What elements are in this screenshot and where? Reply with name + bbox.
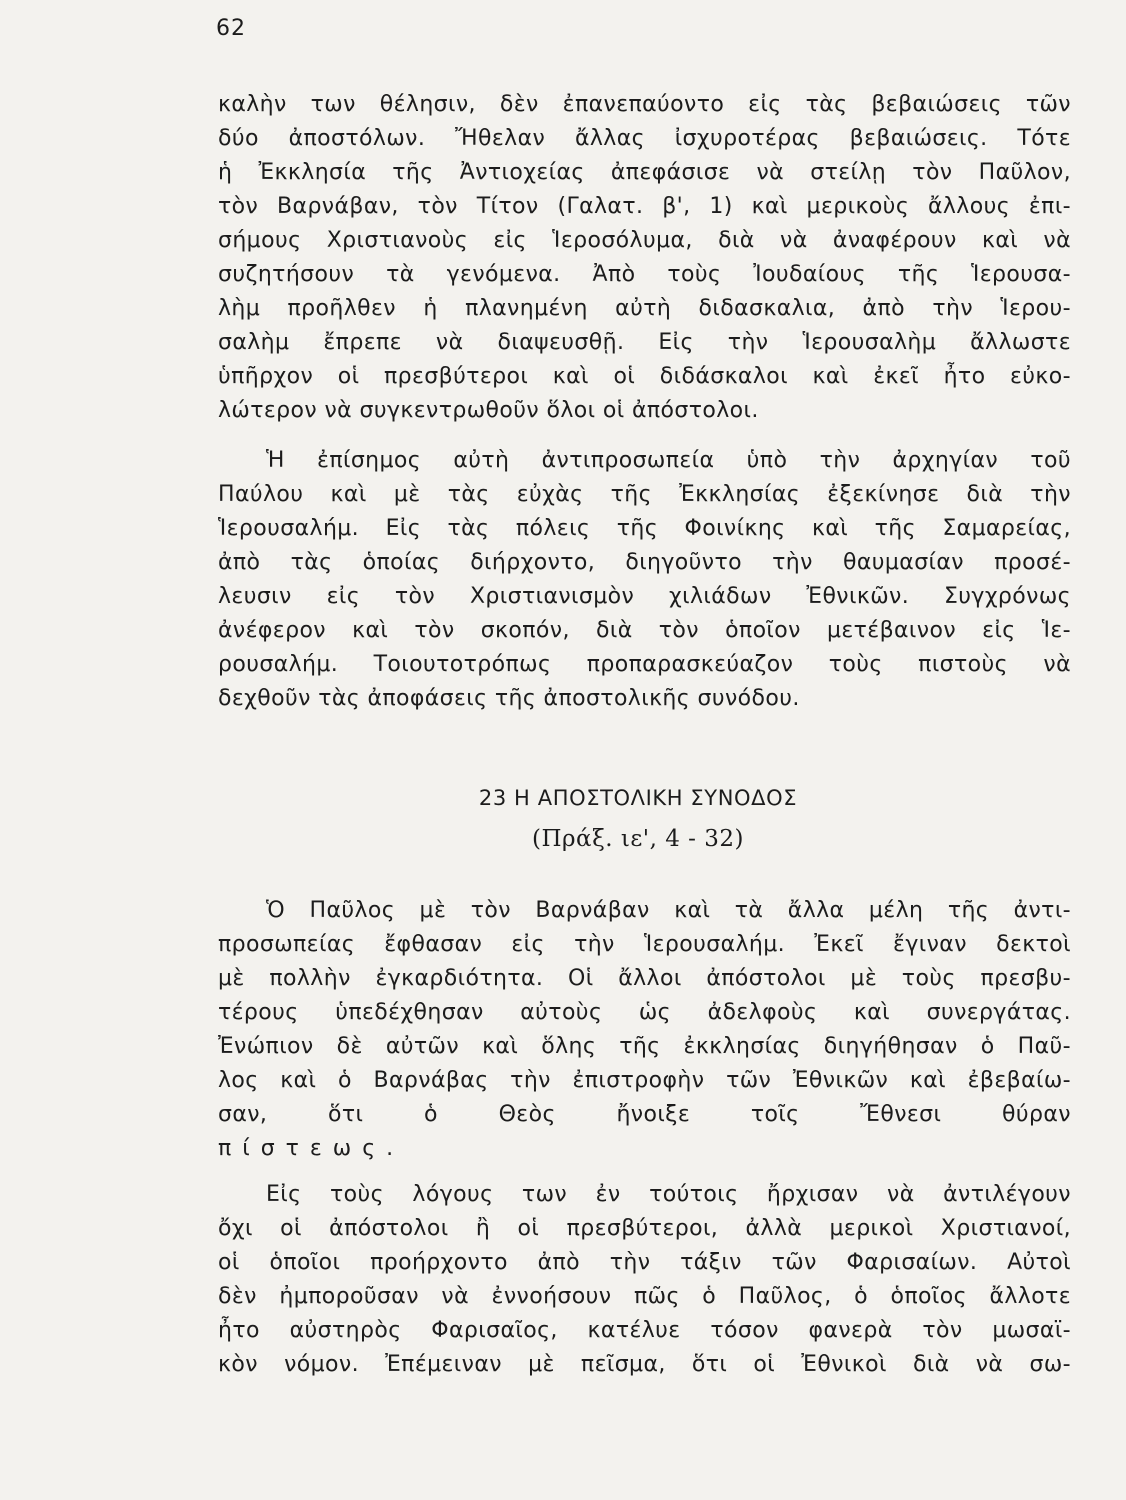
text-line: λώτερον νὰ συγκεντρωθοῦν ὅλοι οἱ ἀπόστολοι. bbox=[218, 398, 759, 423]
paragraph-3 bbox=[218, 894, 1071, 1166]
text-line: τὸν Βαρνάβαν, τὸν Τίτον (Γαλατ. β', 1) καὶ μερικοὺς ἄλλους ἐπι- bbox=[218, 194, 1071, 219]
paragraph-1 bbox=[218, 88, 1071, 428]
text-line: ρουσαλήμ. Τοιουτοτρόπως προπαρασκεύαζον τοὺς πιστοὺς νὰ bbox=[218, 652, 1071, 677]
text-line: σήμους Χριστιανοὺς εἰς Ἱεροσόλυμα, διὰ νὰ ἀναφέρουν καὶ νὰ bbox=[218, 228, 1071, 253]
text-line: ἀνέφερον καὶ τὸν σκοπόν, διὰ τὸν ὁποῖον μετέβαινον εἰς Ἱε- bbox=[218, 618, 1071, 643]
text-line: Παύλου καὶ μὲ τὰς εὐχὰς τῆς Ἐκκλησίας ἐξεκίνησε διὰ τὴν bbox=[218, 482, 1071, 507]
text-line: Ἡ ἐπίσημος αὐτὴ ἀντιπροσωπεία ὑπὸ τὴν ἀρχηγίαν τοῦ bbox=[266, 448, 1071, 473]
text-line: Ἱερουσαλήμ. Εἰς τὰς πόλεις τῆς Φοινίκης καὶ τῆς Σαμαρείας, bbox=[218, 516, 1071, 541]
text-line: τέρους ὑπεδέχθησαν αὐτοὺς ὡς ἀδελφοὺς καὶ συνεργάτας. bbox=[218, 1000, 1071, 1025]
text-line: λος καὶ ὁ Βαρνάβας τὴν ἐπιστροφὴν τῶν Ἐθνικῶν καὶ ἐβεβαίω- bbox=[218, 1068, 1071, 1093]
text-line: κὸν νόμον. Ἐπέμειναν μὲ πεῖσμα, ὅτι οἱ Ἐθνικοὶ διὰ νὰ σω- bbox=[218, 1352, 1071, 1377]
section-heading: 23 Η ΑΠΟΣΤΟΛΙΚΗ ΣΥΝΟΔΟΣ bbox=[478, 786, 798, 810]
section-reference: (Πράξ. ιε', 4 - 32) bbox=[531, 826, 745, 852]
text-line: σαλὴμ ἔπρεπε νὰ διαψευσθῇ. Εἰς τὴν Ἱερουσαλὴμ ἄλλωστε bbox=[218, 330, 1071, 355]
text-line: Ἐνώπιον δὲ αὐτῶν καὶ ὅλης τῆς ἐκκλησίας διηγήθησαν ὁ Παῦ- bbox=[218, 1034, 1071, 1059]
text-line: συζητήσουν τὰ γενόμενα. Ἀπὸ τοὺς Ἰουδαίους τῆς Ἱερουσα- bbox=[218, 262, 1071, 287]
text-line: Ὁ Παῦλος μὲ τὸν Βαρνάβαν καὶ τὰ ἄλλα μέλη τῆς ἀντι- bbox=[266, 898, 1071, 923]
text-line: σαν, ὅτι ὁ Θεὸς ἤνοιξε τοῖς Ἔθνεσι θύραν bbox=[218, 1102, 1071, 1127]
text-line: προσωπείας ἔφθασαν εἰς τὴν Ἱερουσαλήμ. Ἐκεῖ ἔγιναν δεκτοὶ bbox=[218, 932, 1071, 957]
text-line: μὲ πολλὴν ἐγκαρδιότητα. Οἱ ἄλλοι ἀπόστολοι μὲ τοὺς πρεσβυ- bbox=[218, 966, 1071, 991]
text-line: οἱ ὁποῖοι προήρχοντο ἀπὸ τὴν τάξιν τῶν Φαρισαίων. Αὐτοὶ bbox=[218, 1250, 1071, 1275]
text-line: πίστεως. bbox=[218, 1136, 405, 1161]
text-line: δύο ἀποστόλων. Ἤθελαν ἄλλας ἰσχυροτέρας βεβαιώσεις. Τότε bbox=[218, 126, 1071, 151]
text-line: Εἰς τοὺς λόγους των ἐν τούτοις ἤρχισαν νὰ ἀντιλέγουν bbox=[266, 1182, 1071, 1207]
text-line: ὑπῆρχον οἱ πρεσβύτεροι καὶ οἱ διδάσκαλοι καὶ ἐκεῖ ἦτο εὐκο- bbox=[218, 364, 1071, 389]
text-line: ὄχι οἱ ἀπόστολοι ἢ οἱ πρεσβύτεροι, ἀλλὰ μερικοὶ Χριστιανοί, bbox=[218, 1216, 1071, 1241]
paragraph-4 bbox=[218, 1178, 1071, 1382]
text-line: λὴμ προῆλθεν ἡ πλανημένη αὐτὴ διδασκαλια, ἀπὸ τὴν Ἱερου- bbox=[218, 296, 1071, 321]
text-line: ἀπὸ τὰς ὁποίας διήρχοντο, διηγοῦντο τὴν θαυμασίαν προσέ- bbox=[218, 550, 1071, 575]
text-line: δεχθοῦν τὰς ἀποφάσεις τῆς ἀποστολικῆς συνόδου. bbox=[218, 686, 800, 711]
text-line: καλὴν των θέλησιν, δὲν ἐπανεπαύοντο εἰς τὰς βεβαιώσεις τῶν bbox=[218, 92, 1071, 117]
text-line: δὲν ἠμποροῦσαν νὰ ἐννοήσουν πῶς ὁ Παῦλος, ὁ ὁποῖος ἄλλοτε bbox=[218, 1284, 1071, 1309]
page-number: 62 bbox=[216, 16, 246, 41]
text-line: λευσιν εἰς τὸν Χριστιανισμὸν χιλιάδων Ἐθνικῶν. Συγχρόνως bbox=[218, 584, 1071, 609]
paragraph-2 bbox=[218, 444, 1071, 716]
text-line: ἡ Ἐκκλησία τῆς Ἀντιοχείας ἀπεφάσισε νὰ στείλῃ τὸν Παῦλον, bbox=[218, 160, 1071, 185]
text-line: ἦτο αὐστηρὸς Φαρισαῖος, κατέλυε τόσον φανερὰ τὸν μωσαϊ- bbox=[218, 1318, 1071, 1343]
